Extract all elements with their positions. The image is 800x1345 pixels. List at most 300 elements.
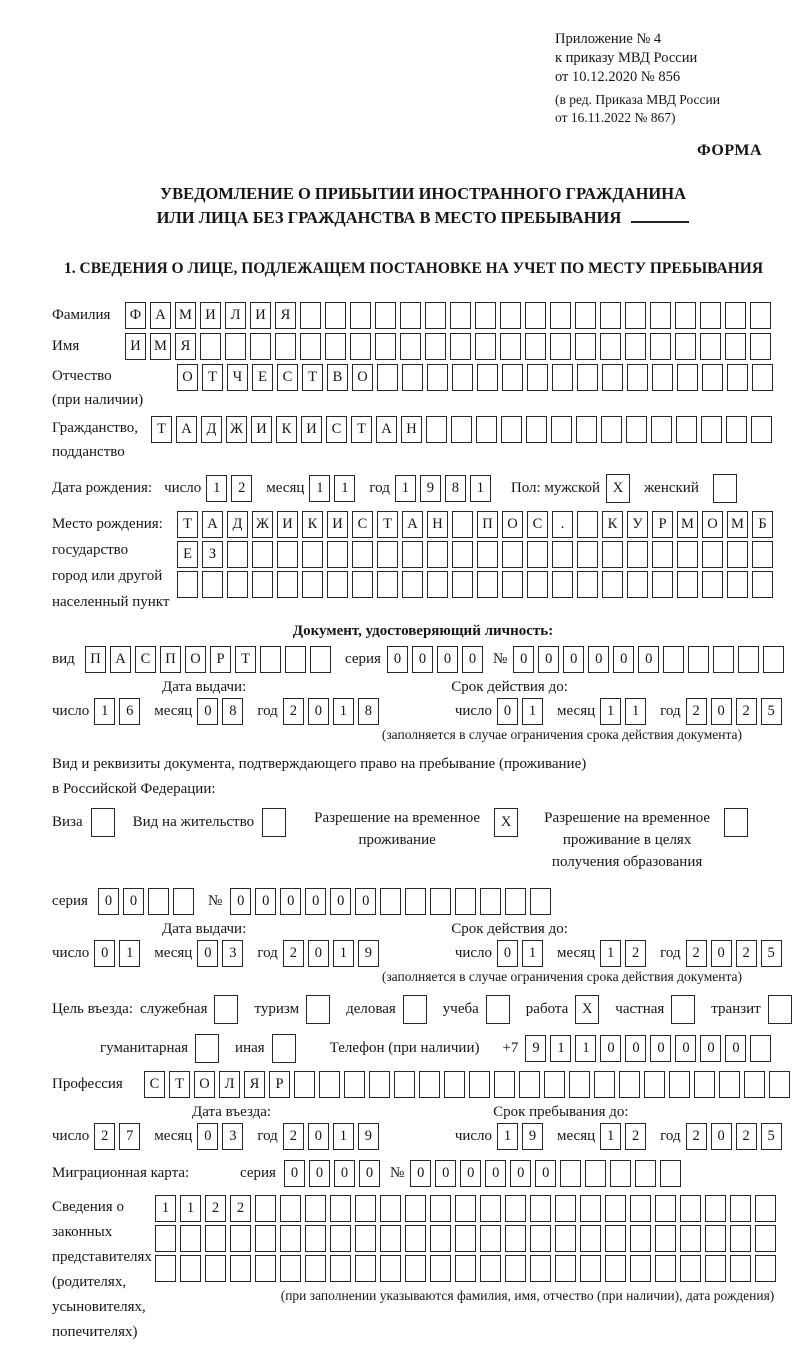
entry-year-cells[interactable] [283, 1123, 383, 1150]
cell[interactable] [452, 511, 473, 538]
cell[interactable] [450, 333, 471, 360]
birth-place-cells-row3[interactable] [177, 571, 777, 598]
cell[interactable]: 0 [255, 888, 276, 915]
cell[interactable]: С [326, 416, 347, 443]
cell[interactable] [527, 541, 548, 568]
cell[interactable]: 2 [625, 940, 646, 967]
cell[interactable] [605, 1225, 626, 1252]
cell[interactable] [680, 1255, 701, 1282]
residence-number-cells[interactable] [230, 888, 555, 915]
cell[interactable] [701, 416, 722, 443]
cell[interactable] [713, 474, 737, 503]
cell[interactable] [430, 1225, 451, 1252]
cell[interactable]: 8 [222, 698, 243, 725]
cell[interactable] [325, 333, 346, 360]
cell[interactable] [752, 364, 773, 391]
cell[interactable] [227, 571, 248, 598]
purpose-work-checkbox[interactable] [575, 995, 603, 1024]
cell[interactable] [444, 1071, 465, 1098]
purpose-tourism-checkbox[interactable] [306, 995, 334, 1024]
cell[interactable] [530, 888, 551, 915]
cell[interactable]: 0 [334, 1160, 355, 1187]
cell[interactable] [730, 1225, 751, 1252]
cell[interactable]: 1 [309, 475, 330, 502]
cell[interactable]: 0 [412, 646, 433, 673]
passport-issue-day-cells[interactable] [94, 698, 144, 725]
cell[interactable]: О [177, 364, 198, 391]
cell[interactable] [475, 333, 496, 360]
cell[interactable] [655, 1195, 676, 1222]
cell[interactable]: Т [202, 364, 223, 391]
cell[interactable] [552, 571, 573, 598]
cell[interactable] [730, 1255, 751, 1282]
cell[interactable] [630, 1195, 651, 1222]
cell[interactable] [305, 1195, 326, 1222]
cell[interactable] [713, 646, 734, 673]
profession-cells[interactable] [144, 1071, 794, 1098]
cell[interactable] [205, 1225, 226, 1252]
cell[interactable]: 2 [230, 1195, 251, 1222]
cell[interactable]: А [402, 511, 423, 538]
cell[interactable] [300, 302, 321, 329]
cell[interactable] [600, 302, 621, 329]
cell[interactable]: 1 [575, 1035, 596, 1062]
cell[interactable]: 0 [98, 888, 119, 915]
cell[interactable] [255, 1255, 276, 1282]
entry-month-cells[interactable] [197, 1123, 247, 1150]
cell[interactable] [427, 364, 448, 391]
cell[interactable]: 0 [197, 940, 218, 967]
cell[interactable]: Д [227, 511, 248, 538]
cell[interactable] [769, 1071, 790, 1098]
cell[interactable] [477, 571, 498, 598]
cell[interactable] [663, 646, 684, 673]
cell[interactable] [580, 1225, 601, 1252]
cell[interactable] [652, 364, 673, 391]
cell[interactable] [525, 302, 546, 329]
cell[interactable] [575, 333, 596, 360]
cell[interactable] [260, 646, 281, 673]
cell[interactable]: 2 [283, 698, 304, 725]
cell[interactable]: Е [252, 364, 273, 391]
cell[interactable] [455, 1195, 476, 1222]
cell[interactable]: А [376, 416, 397, 443]
cell[interactable]: 0 [309, 1160, 330, 1187]
cell[interactable] [675, 302, 696, 329]
cell[interactable] [355, 1255, 376, 1282]
cell[interactable]: 2 [205, 1195, 226, 1222]
cell[interactable] [380, 888, 401, 915]
cell[interactable] [630, 1225, 651, 1252]
cell[interactable]: 0 [510, 1160, 531, 1187]
phone-cells[interactable] [525, 1035, 775, 1062]
cell[interactable] [205, 1255, 226, 1282]
cell[interactable] [751, 416, 772, 443]
cell[interactable] [148, 888, 169, 915]
cell[interactable]: 2 [625, 1123, 646, 1150]
cell[interactable] [180, 1225, 201, 1252]
cell[interactable] [380, 1225, 401, 1252]
cell[interactable]: С [277, 364, 298, 391]
cell[interactable]: И [277, 511, 298, 538]
migration-number-cells[interactable] [410, 1160, 685, 1187]
cell[interactable] [501, 416, 522, 443]
cell[interactable]: 1 [334, 475, 355, 502]
cell[interactable]: 2 [736, 940, 757, 967]
cell[interactable] [400, 302, 421, 329]
cell[interactable] [230, 1225, 251, 1252]
cell[interactable] [375, 302, 396, 329]
cell[interactable]: 0 [563, 646, 584, 673]
cell[interactable]: 1 [497, 1123, 518, 1150]
cell[interactable]: Р [210, 646, 231, 673]
cell[interactable]: Ж [252, 511, 273, 538]
cell[interactable]: П [85, 646, 106, 673]
cell[interactable] [594, 1071, 615, 1098]
cell[interactable] [680, 1225, 701, 1252]
cell[interactable]: X [575, 995, 599, 1024]
purpose-private-checkbox[interactable] [671, 995, 699, 1024]
cell[interactable]: 1 [550, 1035, 571, 1062]
cell[interactable] [310, 646, 331, 673]
cell[interactable]: 0 [359, 1160, 380, 1187]
cell[interactable] [530, 1225, 551, 1252]
cell[interactable]: 9 [522, 1123, 543, 1150]
cell[interactable] [527, 364, 548, 391]
cell[interactable] [480, 1195, 501, 1222]
cell[interactable]: А [176, 416, 197, 443]
cell[interactable]: О [185, 646, 206, 673]
cell[interactable] [475, 302, 496, 329]
cell[interactable]: 1 [522, 698, 543, 725]
cell[interactable] [327, 541, 348, 568]
cell[interactable]: О [502, 511, 523, 538]
cell[interactable] [635, 1160, 656, 1187]
cell[interactable] [694, 1071, 715, 1098]
cell[interactable] [277, 541, 298, 568]
cell[interactable] [227, 541, 248, 568]
cell[interactable]: 0 [700, 1035, 721, 1062]
cell[interactable]: 2 [686, 1123, 707, 1150]
cell[interactable] [455, 1225, 476, 1252]
birth-place-cells-row2[interactable] [177, 541, 777, 568]
cell[interactable]: М [677, 511, 698, 538]
cell[interactable] [325, 302, 346, 329]
doc-type-cells[interactable] [85, 646, 335, 673]
cell[interactable]: 6 [119, 698, 140, 725]
cell[interactable]: 0 [625, 1035, 646, 1062]
cell[interactable]: 2 [283, 1123, 304, 1150]
cell[interactable]: Я [244, 1071, 265, 1098]
cell[interactable] [425, 333, 446, 360]
cell[interactable]: Н [401, 416, 422, 443]
cell[interactable] [688, 646, 709, 673]
cell[interactable]: 9 [525, 1035, 546, 1062]
legal-rep-cells-row2[interactable] [155, 1225, 780, 1252]
cell[interactable]: 0 [711, 940, 732, 967]
cell[interactable] [605, 1255, 626, 1282]
cell[interactable] [225, 333, 246, 360]
cell[interactable] [502, 364, 523, 391]
cell[interactable] [402, 541, 423, 568]
cell[interactable]: Н [427, 511, 448, 538]
cell[interactable] [652, 541, 673, 568]
cell[interactable] [255, 1195, 276, 1222]
cell[interactable]: 2 [736, 698, 757, 725]
cell[interactable]: 0 [435, 1160, 456, 1187]
cell[interactable] [552, 541, 573, 568]
cell[interactable] [577, 364, 598, 391]
cell[interactable] [602, 571, 623, 598]
cell[interactable]: 2 [686, 940, 707, 967]
cell[interactable] [419, 1071, 440, 1098]
cell[interactable] [280, 1225, 301, 1252]
cell[interactable] [355, 1225, 376, 1252]
cell[interactable] [702, 571, 723, 598]
cell[interactable] [560, 1160, 581, 1187]
cell[interactable]: 1 [333, 698, 354, 725]
cell[interactable]: X [494, 808, 518, 837]
cell[interactable]: 0 [197, 1123, 218, 1150]
cell[interactable] [352, 571, 373, 598]
legal-rep-cells-row1[interactable] [155, 1195, 780, 1222]
cell[interactable] [601, 416, 622, 443]
cell[interactable]: 0 [613, 646, 634, 673]
cell[interactable] [585, 1160, 606, 1187]
cell[interactable]: М [175, 302, 196, 329]
cell[interactable]: 1 [600, 1123, 621, 1150]
cell[interactable] [680, 1195, 701, 1222]
cell[interactable]: 0 [437, 646, 458, 673]
cell[interactable]: 0 [535, 1160, 556, 1187]
legal-rep-cells-row3[interactable] [155, 1255, 780, 1282]
cell[interactable] [724, 808, 748, 837]
doc-series-cells[interactable] [387, 646, 487, 673]
cell[interactable]: 0 [538, 646, 559, 673]
cell[interactable] [452, 571, 473, 598]
cell[interactable]: Р [269, 1071, 290, 1098]
cell[interactable] [626, 416, 647, 443]
cell[interactable] [500, 302, 521, 329]
cell[interactable] [726, 416, 747, 443]
cell[interactable]: 1 [600, 698, 621, 725]
cell[interactable]: 2 [686, 698, 707, 725]
cell[interactable] [675, 333, 696, 360]
cell[interactable] [505, 1195, 526, 1222]
cell[interactable] [705, 1255, 726, 1282]
surname-cells[interactable] [125, 302, 775, 329]
cell[interactable] [202, 571, 223, 598]
cell[interactable] [752, 541, 773, 568]
cell[interactable]: С [135, 646, 156, 673]
residence-issue-year-cells[interactable] [283, 940, 383, 967]
cell[interactable]: 0 [600, 1035, 621, 1062]
cell[interactable] [577, 511, 598, 538]
cell[interactable] [602, 541, 623, 568]
cell[interactable] [427, 541, 448, 568]
cell[interactable]: А [110, 646, 131, 673]
cell[interactable]: 1 [395, 475, 416, 502]
cell[interactable] [330, 1255, 351, 1282]
cell[interactable]: Ч [227, 364, 248, 391]
cell[interactable]: Я [275, 302, 296, 329]
cell[interactable]: 7 [119, 1123, 140, 1150]
passport-expiry-year-cells[interactable] [686, 698, 786, 725]
cell[interactable] [500, 333, 521, 360]
cell[interactable] [375, 333, 396, 360]
cell[interactable] [651, 416, 672, 443]
cell[interactable] [605, 1195, 626, 1222]
temporary-residence-education-checkbox[interactable] [724, 808, 752, 837]
cell[interactable] [480, 1225, 501, 1252]
cell[interactable] [319, 1071, 340, 1098]
cell[interactable] [272, 1034, 296, 1063]
cell[interactable] [285, 646, 306, 673]
residence-issue-month-cells[interactable] [197, 940, 247, 967]
cell[interactable] [505, 1225, 526, 1252]
cell[interactable] [627, 541, 648, 568]
cell[interactable]: И [125, 333, 146, 360]
cell[interactable]: 1 [600, 940, 621, 967]
cell[interactable] [550, 302, 571, 329]
cell[interactable] [555, 1225, 576, 1252]
cell[interactable] [576, 416, 597, 443]
cell[interactable]: 0 [94, 940, 115, 967]
cell[interactable]: С [144, 1071, 165, 1098]
given-name-cells[interactable] [125, 333, 775, 360]
birth-year-cells[interactable] [395, 475, 495, 502]
cell[interactable] [377, 541, 398, 568]
cell[interactable]: П [160, 646, 181, 673]
cell[interactable] [677, 571, 698, 598]
cell[interactable] [555, 1195, 576, 1222]
cell[interactable] [725, 302, 746, 329]
birth-month-cells[interactable] [309, 475, 359, 502]
cell[interactable] [625, 302, 646, 329]
cell[interactable] [430, 888, 451, 915]
cell[interactable]: 1 [522, 940, 543, 967]
cell[interactable] [480, 1255, 501, 1282]
cell[interactable] [519, 1071, 540, 1098]
citizenship-cells[interactable] [151, 416, 776, 443]
cell[interactable]: В [327, 364, 348, 391]
cell[interactable] [486, 995, 510, 1024]
cell[interactable]: 1 [625, 698, 646, 725]
stay-month-cells[interactable] [600, 1123, 650, 1150]
cell[interactable] [610, 1160, 631, 1187]
cell[interactable] [602, 364, 623, 391]
cell[interactable]: 0 [387, 646, 408, 673]
entry-day-cells[interactable] [94, 1123, 144, 1150]
cell[interactable] [676, 416, 697, 443]
cell[interactable]: 2 [736, 1123, 757, 1150]
cell[interactable]: 5 [761, 698, 782, 725]
sex-male-checkbox[interactable] [606, 474, 634, 503]
cell[interactable]: К [602, 511, 623, 538]
cell[interactable] [180, 1255, 201, 1282]
cell[interactable] [250, 333, 271, 360]
cell[interactable]: . [552, 511, 573, 538]
cell[interactable]: А [202, 511, 223, 538]
cell[interactable] [530, 1195, 551, 1222]
birth-day-cells[interactable] [206, 475, 256, 502]
cell[interactable] [630, 1255, 651, 1282]
cell[interactable]: 2 [94, 1123, 115, 1150]
cell[interactable]: Т [151, 416, 172, 443]
cell[interactable] [700, 302, 721, 329]
cell[interactable] [91, 808, 115, 837]
purpose-other-checkbox[interactable] [272, 1034, 300, 1063]
cell[interactable] [280, 1195, 301, 1222]
cell[interactable] [705, 1225, 726, 1252]
cell[interactable]: У [627, 511, 648, 538]
cell[interactable]: Д [201, 416, 222, 443]
cell[interactable]: 1 [333, 940, 354, 967]
cell[interactable]: Т [169, 1071, 190, 1098]
cell[interactable] [671, 995, 695, 1024]
cell[interactable] [369, 1071, 390, 1098]
cell[interactable] [660, 1160, 681, 1187]
cell[interactable] [525, 333, 546, 360]
cell[interactable]: Б [752, 511, 773, 538]
cell[interactable] [426, 416, 447, 443]
cell[interactable] [655, 1255, 676, 1282]
cell[interactable] [177, 571, 198, 598]
cell[interactable] [380, 1195, 401, 1222]
cell[interactable]: Я [175, 333, 196, 360]
birth-place-cells-row1[interactable] [177, 511, 777, 538]
cell[interactable] [575, 302, 596, 329]
cell[interactable]: Т [377, 511, 398, 538]
visa-checkbox[interactable] [91, 808, 119, 837]
cell[interactable] [327, 571, 348, 598]
cell[interactable]: Т [235, 646, 256, 673]
residence-series-cells[interactable] [98, 888, 198, 915]
cell[interactable] [705, 1195, 726, 1222]
cell[interactable] [402, 571, 423, 598]
cell[interactable] [476, 416, 497, 443]
cell[interactable]: И [327, 511, 348, 538]
cell[interactable] [627, 571, 648, 598]
cell[interactable] [677, 364, 698, 391]
cell[interactable]: 8 [358, 698, 379, 725]
cell[interactable]: 0 [497, 698, 518, 725]
stay-day-cells[interactable] [497, 1123, 547, 1150]
title-blank-line[interactable] [631, 209, 689, 223]
cell[interactable]: 0 [330, 888, 351, 915]
cell[interactable]: 5 [761, 1123, 782, 1150]
cell[interactable] [702, 541, 723, 568]
residence-expiry-day-cells[interactable] [497, 940, 547, 967]
cell[interactable] [280, 1255, 301, 1282]
cell[interactable] [452, 364, 473, 391]
cell[interactable]: 0 [650, 1035, 671, 1062]
cell[interactable] [425, 302, 446, 329]
cell[interactable]: К [302, 511, 323, 538]
cell[interactable] [469, 1071, 490, 1098]
cell[interactable] [430, 1195, 451, 1222]
cell[interactable]: И [250, 302, 271, 329]
cell[interactable] [455, 1255, 476, 1282]
cell[interactable]: Е [177, 541, 198, 568]
cell[interactable] [552, 364, 573, 391]
cell[interactable] [505, 1255, 526, 1282]
cell[interactable] [350, 333, 371, 360]
cell[interactable]: 0 [497, 940, 518, 967]
cell[interactable] [305, 1255, 326, 1282]
cell[interactable] [305, 1225, 326, 1252]
cell[interactable]: Л [225, 302, 246, 329]
